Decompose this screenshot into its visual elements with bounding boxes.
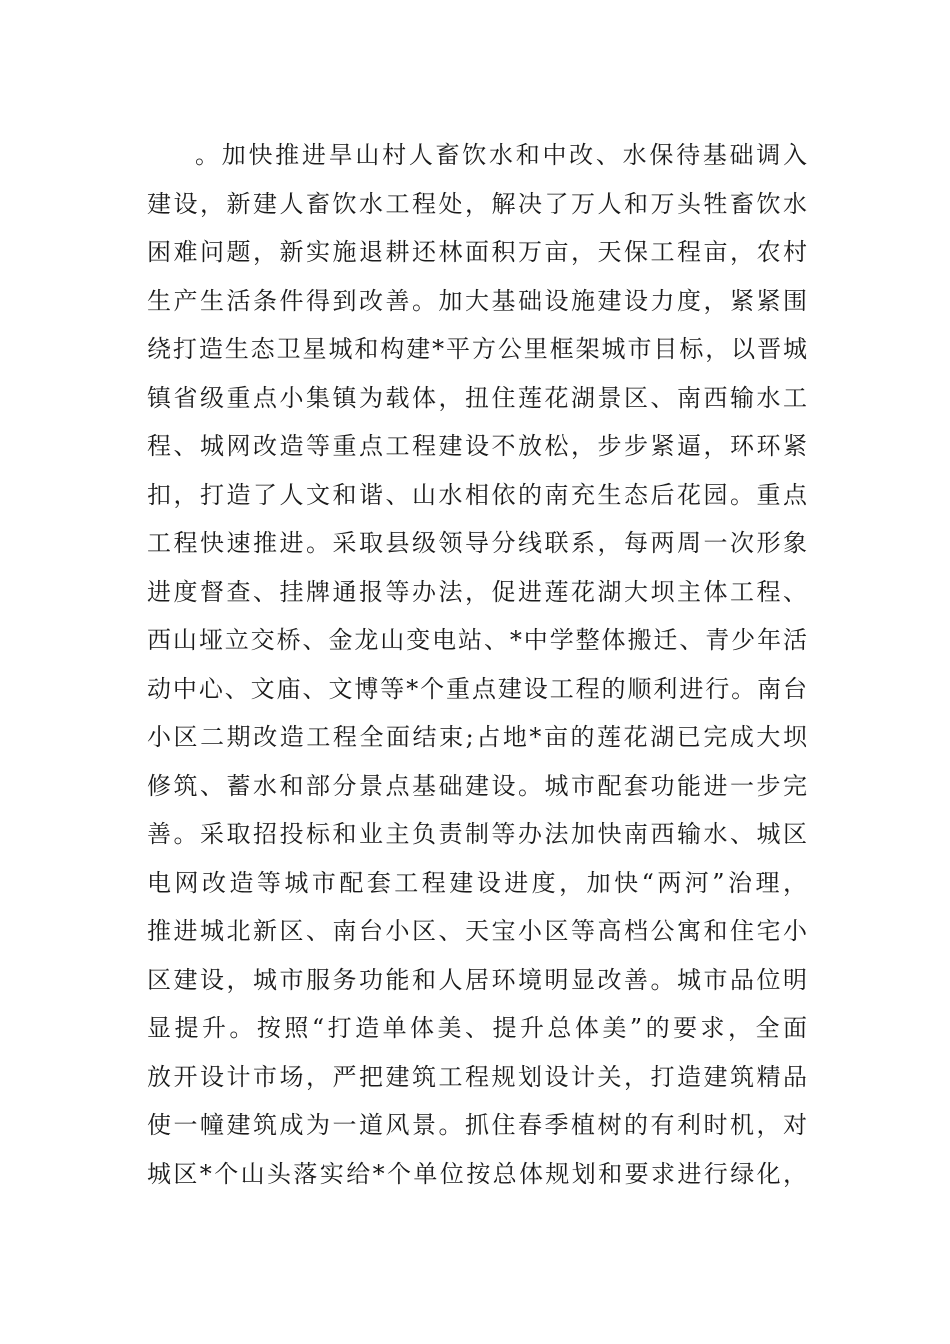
paragraph-line: 。加快推进旱山村人畜饮水和中改、水保待基础调入 — [195, 141, 807, 169]
paragraph-line: 推进城北新区、南台小区、天宝小区等高档公寓和住宅小 — [147, 917, 807, 945]
paragraph-line: 生产生活条件得到改善。加大基础设施建设力度，紧紧围 — [147, 286, 807, 315]
paragraph-line: 放开设计市场，严把建筑工程规划设计关，打造建筑精品 — [147, 1062, 807, 1091]
paragraph-line: 扣，打造了人文和谐、山水相依的南充生态后花园。重点 — [147, 480, 807, 509]
paragraph-line: 镇省级重点小集镇为载体，扭住莲花湖景区、南西输水工 — [147, 383, 807, 412]
paragraph-line: 进度督查、挂牌通报等办法，促进莲花湖大坝主体工程、 — [147, 577, 807, 606]
paragraph-line: 西山垭立交桥、金龙山变电站、*中学整体搬迁、青少年活 — [147, 626, 807, 654]
paragraph-line: 显提升。按照“打造单体美、提升总体美”的要求，全面 — [147, 1014, 807, 1042]
paragraph-line: 修筑、蓄水和部分景点基础建设。城市配套功能进一步完 — [147, 771, 807, 800]
paragraph-line: 工程快速推进。采取县级领导分线联系，每两周一次形象 — [147, 529, 807, 557]
paragraph-line: 电网改造等城市配套工程建设进度，加快“两河”治理， — [147, 868, 807, 897]
paragraph-line: 困难问题，新实施退耕还林面积万亩，天保工程亩，农村 — [147, 238, 807, 266]
paragraph-line: 小区二期改造工程全面结束;占地*亩的莲花湖已完成大坝 — [147, 723, 807, 751]
paragraph-line: 城区*个山头落实给*个单位按总体规划和要求进行绿化， — [147, 1159, 807, 1188]
body-paragraph — [147, 131, 807, 1198]
paragraph-line: 建设，新建人畜饮水工程处，解决了万人和万头牲畜饮水 — [147, 189, 807, 218]
paragraph-line: 善。采取招投标和业主负责制等办法加快南西输水、城区 — [147, 820, 807, 848]
paragraph-line: 绕打造生态卫星城和构建*平方公里框架城市目标，以晋城 — [147, 335, 807, 363]
paragraph-line: 使一幢建筑成为一道风景。抓住春季植树的有利时机，对 — [147, 1111, 807, 1139]
paragraph-line: 程、城网改造等重点工程建设不放松，步步紧逼，环环紧 — [147, 432, 807, 460]
paragraph-line: 动中心、文庙、文博等*个重点建设工程的顺利进行。南台 — [147, 674, 807, 703]
paragraph-line: 区建设，城市服务功能和人居环境明显改善。城市品位明 — [147, 965, 807, 994]
